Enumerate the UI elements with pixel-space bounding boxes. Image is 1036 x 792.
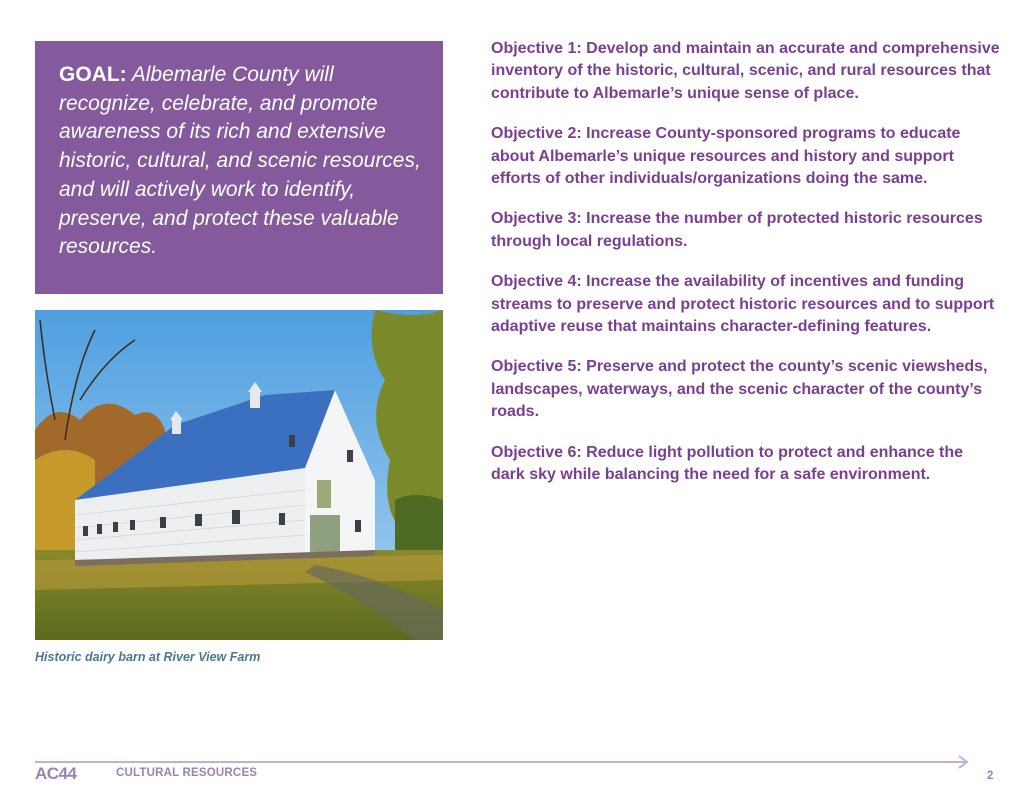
objective-2: Objective 2: Increase County-sponsored programs to educate about Albemarle’s unique resources and history and support efforts of other individuals/organizations doing the same. (491, 125, 961, 188)
objective-3: Objective 3: Increase the number of protected historic resources through local regulations. (491, 210, 983, 250)
objective-1: Objective 1: Develop and maintain an accurate and comprehensive inventory of the historic, cultural, scenic, and rural resources that contribute to Albemarle’s unique sense of place. (491, 40, 1000, 102)
barn-photo (35, 310, 443, 640)
footer-section-title: CULTURAL RESOURCES (116, 767, 258, 779)
goal-box (35, 41, 443, 294)
objective-4: Objective 4: Increase the availability of incentives and funding streams to preserve and protect historic resources and to support adaptive reuse that maintains character-defining features. (491, 273, 995, 336)
ac44-logo: AC44 (35, 764, 77, 783)
photo-caption: Historic dairy barn at River View Farm (35, 650, 261, 664)
objective-6: Objective 6: Reduce light pollution to protect and enhance the dark sky while balancing the need for a safe environment. (491, 443, 964, 484)
objective-5: Objective 5: Preserve and protect the county’s scenic viewsheds, landscapes, waterways, and the scenic character of the county’s roads. (491, 358, 988, 421)
page-number: 2 (987, 770, 994, 782)
objectives-list (491, 38, 1001, 505)
goal-label: GOAL: (59, 63, 127, 86)
goal-text: Albemarle County will recognize, celebrate, and promote awareness of its rich and extensive historic, cultural, and scenic resources, and will actively work to identify, preserve, and protect these valuable resources. (59, 63, 421, 259)
